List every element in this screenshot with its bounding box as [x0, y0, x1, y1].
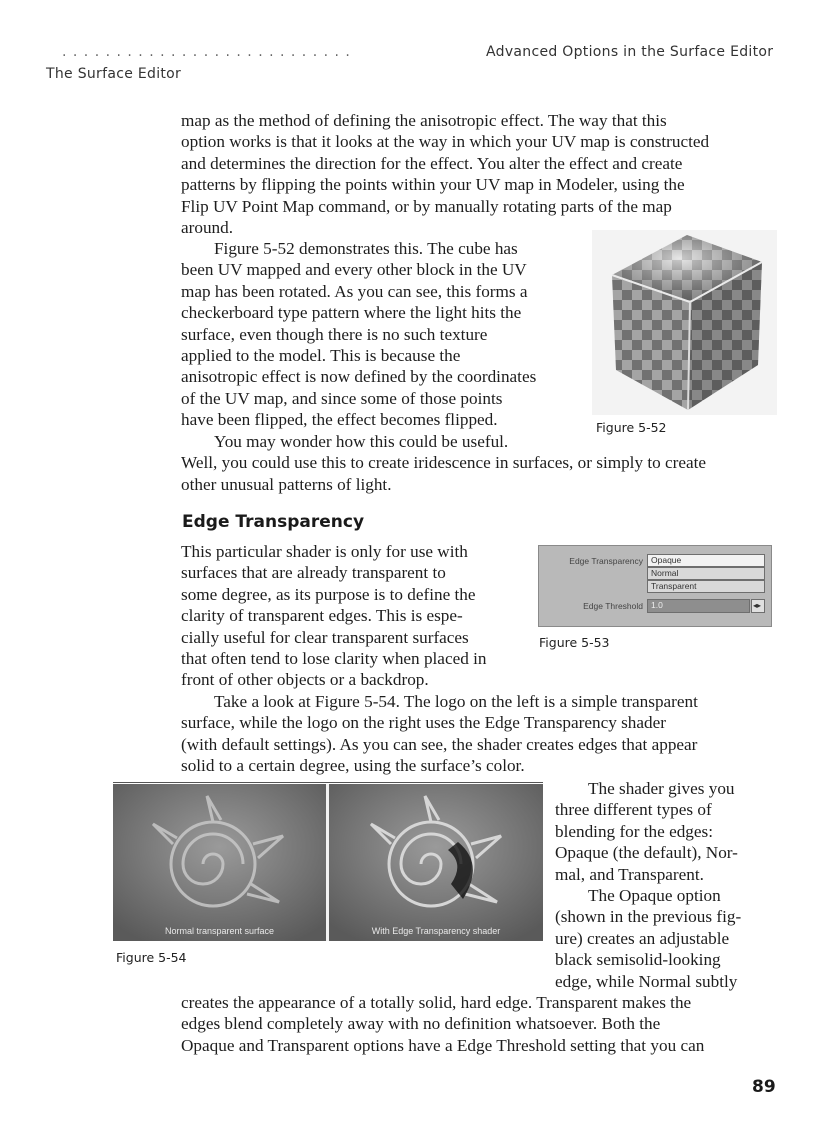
page-number: 89 [752, 1077, 776, 1097]
text-line: around. [181, 218, 234, 238]
text-line: Opaque and Transparent options have a Edge Threshold setting that you can [181, 1035, 705, 1055]
text-line: some degree, as its purpose is to define the [181, 584, 476, 604]
text-line: have been flipped, the effect becomes flipped. [181, 410, 498, 430]
option-transparent[interactable]: Transparent [647, 580, 765, 593]
text-line: solid to a certain degree, using the surface’s color. [181, 756, 525, 776]
figure-5-52-cube-image [592, 230, 777, 415]
text-line: You may wonder how this could be useful. [214, 432, 509, 451]
text-line: (shown in the previous fig- [555, 907, 742, 927]
text-line: (with default settings). As you can see, the shader creates edges that appear [181, 734, 698, 754]
text-line: mal, and Transparent. [555, 864, 704, 884]
figure-5-54-caption: Figure 5-54 [116, 950, 187, 965]
header-dot-leader: . . . . . . . . . . . . . . . . . . . . . . . . . . . [62, 44, 351, 60]
text-line: option works is that it looks at the way in which your UV map is constructed [181, 132, 710, 152]
running-header-chapter: The Surface Editor [46, 66, 182, 82]
text-line: This particular shader is only for use with [181, 542, 468, 561]
running-header-section: Advanced Options in the Surface Editor [486, 44, 774, 60]
text-line: ure) creates an adjustable [555, 928, 730, 948]
paragraph-5 [181, 691, 781, 777]
text-line: been UV mapped and every other block in the UV [181, 260, 527, 280]
text-line: surface, while the logo on the right uses the Edge Transparency shader [181, 713, 666, 733]
figure-5-54-top-rule [113, 782, 543, 783]
text-line: blending for the edges: [555, 821, 713, 841]
text-line: Take a look at Figure 5-54. The logo on the left is a simple transparent [214, 692, 698, 711]
edge-threshold-input[interactable]: 1.0 [647, 599, 750, 613]
text-line: and determines the direction for the effect. You alter the effect and create [181, 153, 683, 173]
text-line: The Opaque option [588, 886, 721, 906]
text-line: clarity of transparent edges. This is espe- [181, 606, 463, 626]
text-line: edge, while Normal subtly [555, 971, 738, 991]
text-line: that often tend to lose clarity when placed in [181, 649, 487, 669]
text-line: map as the method of defining the anisotropic effect. The way that this [181, 111, 667, 130]
edge-transparency-label: Edge Transparency [569, 556, 643, 566]
option-opaque[interactable]: Opaque [647, 554, 765, 567]
text-line: Well, you could use this to create iridescence in surfaces, or simply to create [181, 453, 707, 473]
text-line: Flip UV Point Map command, or by manually rotating parts of the map [181, 196, 672, 216]
text-line: cially useful for clear transparent surfaces [181, 627, 469, 647]
text-line: of the UV map, and since some of those points [181, 388, 503, 408]
text-line: patterns by flipping the points within your UV map in Modeler, using the [181, 175, 685, 195]
text-line: front of other objects or a backdrop. [181, 670, 429, 690]
text-line: black semisolid-looking [555, 950, 721, 970]
text-line: anisotropic effect is now defined by the coordinates [181, 367, 537, 387]
text-line: checkerboard type pattern where the light hits the [181, 303, 522, 323]
text-line: surfaces that are already transparent to [181, 563, 446, 583]
text-line: creates the appearance of a totally solid, hard edge. Transparent makes the [181, 993, 692, 1012]
paragraph-1 [181, 110, 781, 238]
text-line: Figure 5-52 demonstrates this. The cube has [214, 239, 518, 258]
text-line: other unusual patterns of light. [181, 474, 392, 494]
edge-threshold-label: Edge Threshold [583, 601, 643, 611]
paragraph-3 [181, 431, 781, 495]
figure-5-54-left-label: Normal transparent surface [164, 926, 275, 936]
paragraph-4 [181, 541, 526, 691]
figure-5-52-caption: Figure 5-52 [596, 420, 667, 435]
option-normal[interactable]: Normal [647, 567, 765, 580]
figure-5-54-right-label: With Edge Transparency shader [371, 926, 501, 936]
text-line: surface, even though there is no such texture [181, 324, 488, 344]
text-line: map has been rotated. As you can see, this forms a [181, 281, 528, 301]
paragraph-6 [555, 778, 785, 992]
text-line: three different types of [555, 800, 712, 820]
text-line: edges blend completely away with no definition whatsoever. Both the [181, 1014, 661, 1034]
figure-5-54-image [113, 784, 543, 941]
figure-5-54-logos [113, 784, 543, 941]
text-line: applied to the model. This is because the [181, 346, 461, 366]
paragraph-7 [181, 992, 781, 1056]
section-heading-edge-transparency: Edge Transparency [182, 512, 365, 532]
paragraph-2 [181, 238, 581, 431]
figure-5-53-caption: Figure 5-53 [539, 635, 610, 650]
threshold-stepper-button[interactable]: ◂▸ [751, 599, 765, 613]
figure-5-53-edge-transparency-panel [538, 545, 772, 627]
text-line: Opaque (the default), Nor- [555, 843, 738, 863]
text-line: The shader gives you [588, 779, 735, 798]
